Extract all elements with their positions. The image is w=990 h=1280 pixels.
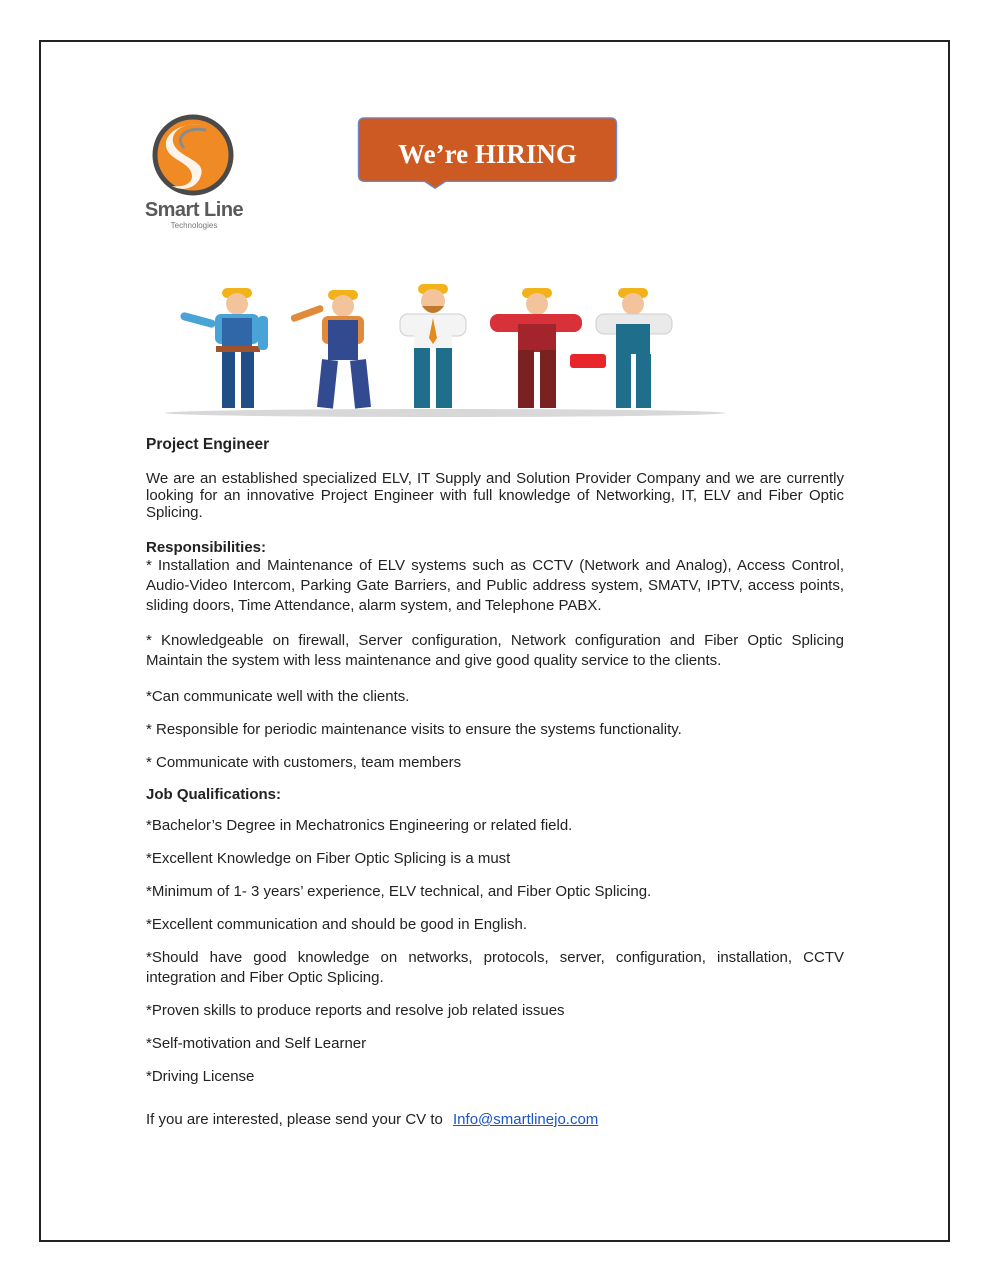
job-title: Project Engineer xyxy=(146,436,270,453)
qualification-item: *Proven skills to produce reports and resolve job related issues xyxy=(146,1002,565,1019)
qualification-item: *Self-motivation and Self Learner xyxy=(146,1035,367,1052)
responsibility-item: * Installation and Maintenance of ELV systems such as CCTV (Network and Analog), Access Control, Audio-Video Intercom, Parking Gate Barriers, and Public address system, SMATV, IPTV, access points, sliding doors, Time Attendance, alarm system, and Telephone PABX. xyxy=(146,557,844,614)
qualifications-heading: Job Qualifications: xyxy=(146,786,282,803)
qualification-item: *Excellent communication and should be good in English. xyxy=(146,916,528,933)
qualification-item: *Driving License xyxy=(146,1068,255,1085)
responsibility-item: * Communicate with customers, team members xyxy=(146,754,462,771)
responsibility-item: * Knowledgeable on firewall, Server configuration, Network configuration and Fiber Optic Splicing Maintain the system with less maintenance and give good quality service to the clients. xyxy=(146,632,844,669)
workers-illustration xyxy=(160,280,730,420)
responsibility-item: *Can communicate well with the clients. xyxy=(146,688,410,705)
contact-email-link[interactable]: Info@smartlinejo.com xyxy=(453,1111,599,1128)
logo-subtitle: Technologies xyxy=(170,221,218,230)
responsibility-item: * Responsible for periodic maintenance visits to ensure the systems functionality. xyxy=(146,721,682,738)
qualification-item: *Excellent Knowledge on Fiber Optic Splicing is a must xyxy=(146,850,511,867)
job-posting-content xyxy=(146,436,844,1128)
qualification-item: *Bachelor’s Degree in Mechatronics Engineering or related field. xyxy=(146,817,573,834)
worker-figure-4 xyxy=(490,288,606,408)
contact-text: If you are interested, please send your CV to xyxy=(146,1111,443,1128)
worker-figure-5 xyxy=(596,288,672,408)
hiring-banner-text: We’re HIRING xyxy=(398,138,577,169)
responsibilities-heading: Responsibilities: xyxy=(146,539,267,556)
worker-figure-1 xyxy=(180,288,268,408)
worker-figure-2 xyxy=(290,290,371,409)
contact-line xyxy=(146,1111,844,1128)
job-intro: We are an established specialized ELV, IT Supply and Solution Provider Company and we are currently looking for an innovative Project Engineer with full knowledge of Networking, IT, ELV and Fiber Optic Splicing. xyxy=(146,470,844,521)
logo-name: Smart Line xyxy=(144,199,244,221)
qualification-item: *Minimum of 1- 3 years’ experience, ELV technical, and Fiber Optic Splicing. xyxy=(146,883,652,900)
qualification-item: *Should have good knowledge on networks, protocols, server, configuration, installation, CCTV integration and Fiber Optic Splicing. xyxy=(146,949,844,986)
worker-figure-3 xyxy=(400,284,466,408)
